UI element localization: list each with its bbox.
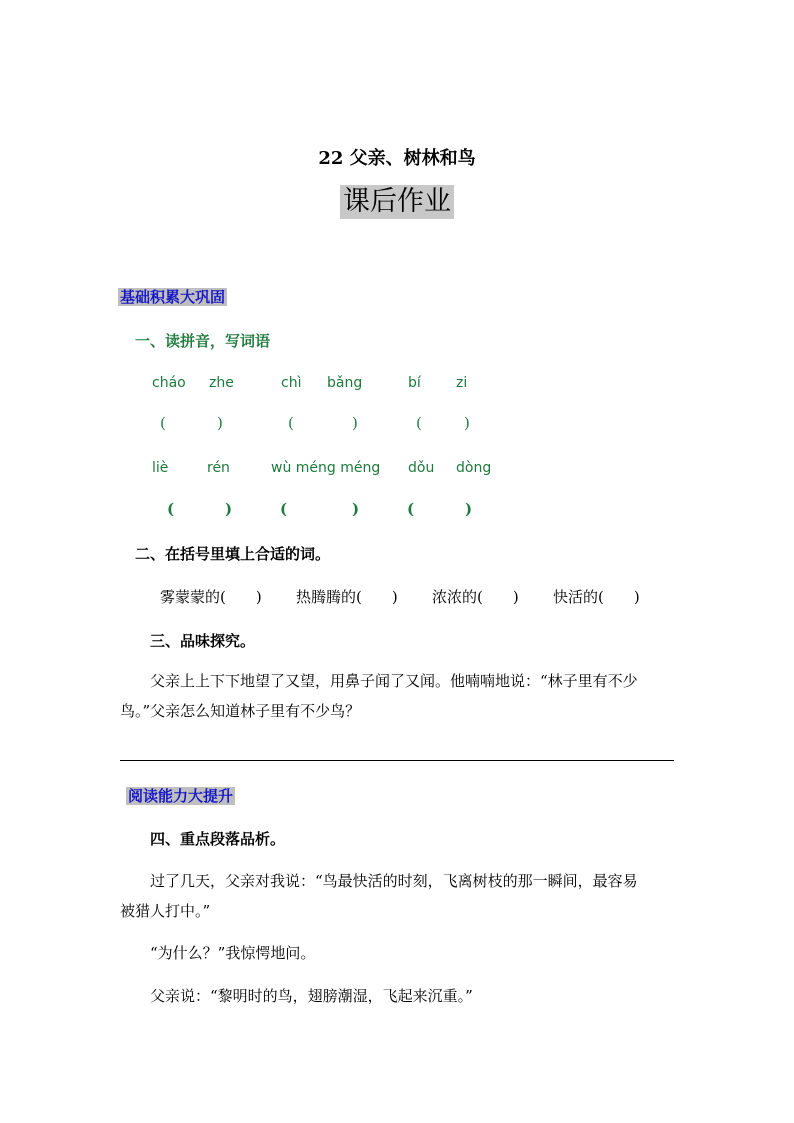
page-subtitle: 课后作业	[340, 185, 454, 219]
answer-bracket-open: (	[160, 414, 166, 432]
pinyin-text: dòng	[456, 460, 492, 476]
pinyin-text: zi	[456, 375, 468, 391]
pinyin-text: rén	[207, 460, 230, 476]
pinyin-text: zhe	[209, 375, 234, 391]
paragraph-line: 鸟。”父亲怎么知道林子里有不少鸟？	[120, 702, 361, 720]
section-tag-basics	[118, 287, 227, 307]
answer-bracket-open: (	[416, 414, 422, 432]
pinyin-text: bí	[408, 375, 421, 391]
answer-bracket-close: )	[352, 414, 358, 432]
question-heading-pinyin: 一、读拼音，写词语	[135, 332, 271, 350]
question-heading-explore: 三、品味探究。	[150, 632, 256, 650]
answer-bracket-close: )	[217, 414, 223, 432]
pinyin-text: liè	[152, 460, 169, 476]
pinyin-text: dǒu	[408, 460, 435, 476]
paragraph-line: 父亲说：“黎明时的鸟，翅膀潮湿，飞起来沉重。”	[150, 987, 473, 1005]
answer-bracket-open: (	[288, 414, 294, 432]
pinyin-text: bǎng	[327, 375, 363, 391]
paragraph-line: “为什么？”我惊愕地问。	[150, 944, 316, 962]
answer-bracket-open: (	[167, 500, 175, 518]
section-tag-label: 基础积累大巩固	[120, 288, 226, 306]
pinyin-text: chì	[281, 375, 302, 391]
fill-blank-item: 浓浓的( )	[432, 588, 519, 606]
pinyin-text: cháo	[152, 375, 186, 391]
question-heading-passage: 四、重点段落品析。	[150, 830, 286, 848]
answer-bracket-close: )	[464, 414, 470, 432]
fill-blank-item: 雾蒙蒙的( )	[160, 588, 262, 606]
answer-bracket-open: (	[407, 500, 415, 518]
page-title: 22 父亲、树林和鸟	[318, 148, 476, 169]
section-tag-label: 阅读能力大提升	[128, 787, 234, 805]
fill-blank-item: 快活的( )	[553, 588, 640, 606]
answer-bracket-close: )	[465, 500, 473, 518]
subtitle-container	[0, 185, 794, 219]
question-heading-fill-words: 二、在括号里填上合适的词。	[135, 545, 331, 563]
fill-blank-item: 热腾腾的( )	[296, 588, 398, 606]
answer-line	[120, 760, 674, 761]
answer-bracket-open: (	[280, 500, 288, 518]
answer-bracket-close: )	[225, 500, 233, 518]
paragraph-line: 父亲上上下下地望了又望，用鼻子闻了又闻。他喃喃地说：“林子里有不少	[150, 672, 638, 690]
pinyin-text: wù méng méng	[271, 460, 381, 476]
paragraph-line: 过了几天，父亲对我说：“鸟最快活的时刻，飞离树枝的那一瞬间，最容易	[150, 872, 638, 890]
answer-bracket-close: )	[352, 500, 360, 518]
paragraph-line: 被猎人打中。”	[120, 902, 211, 920]
section-tag-reading	[126, 786, 235, 806]
